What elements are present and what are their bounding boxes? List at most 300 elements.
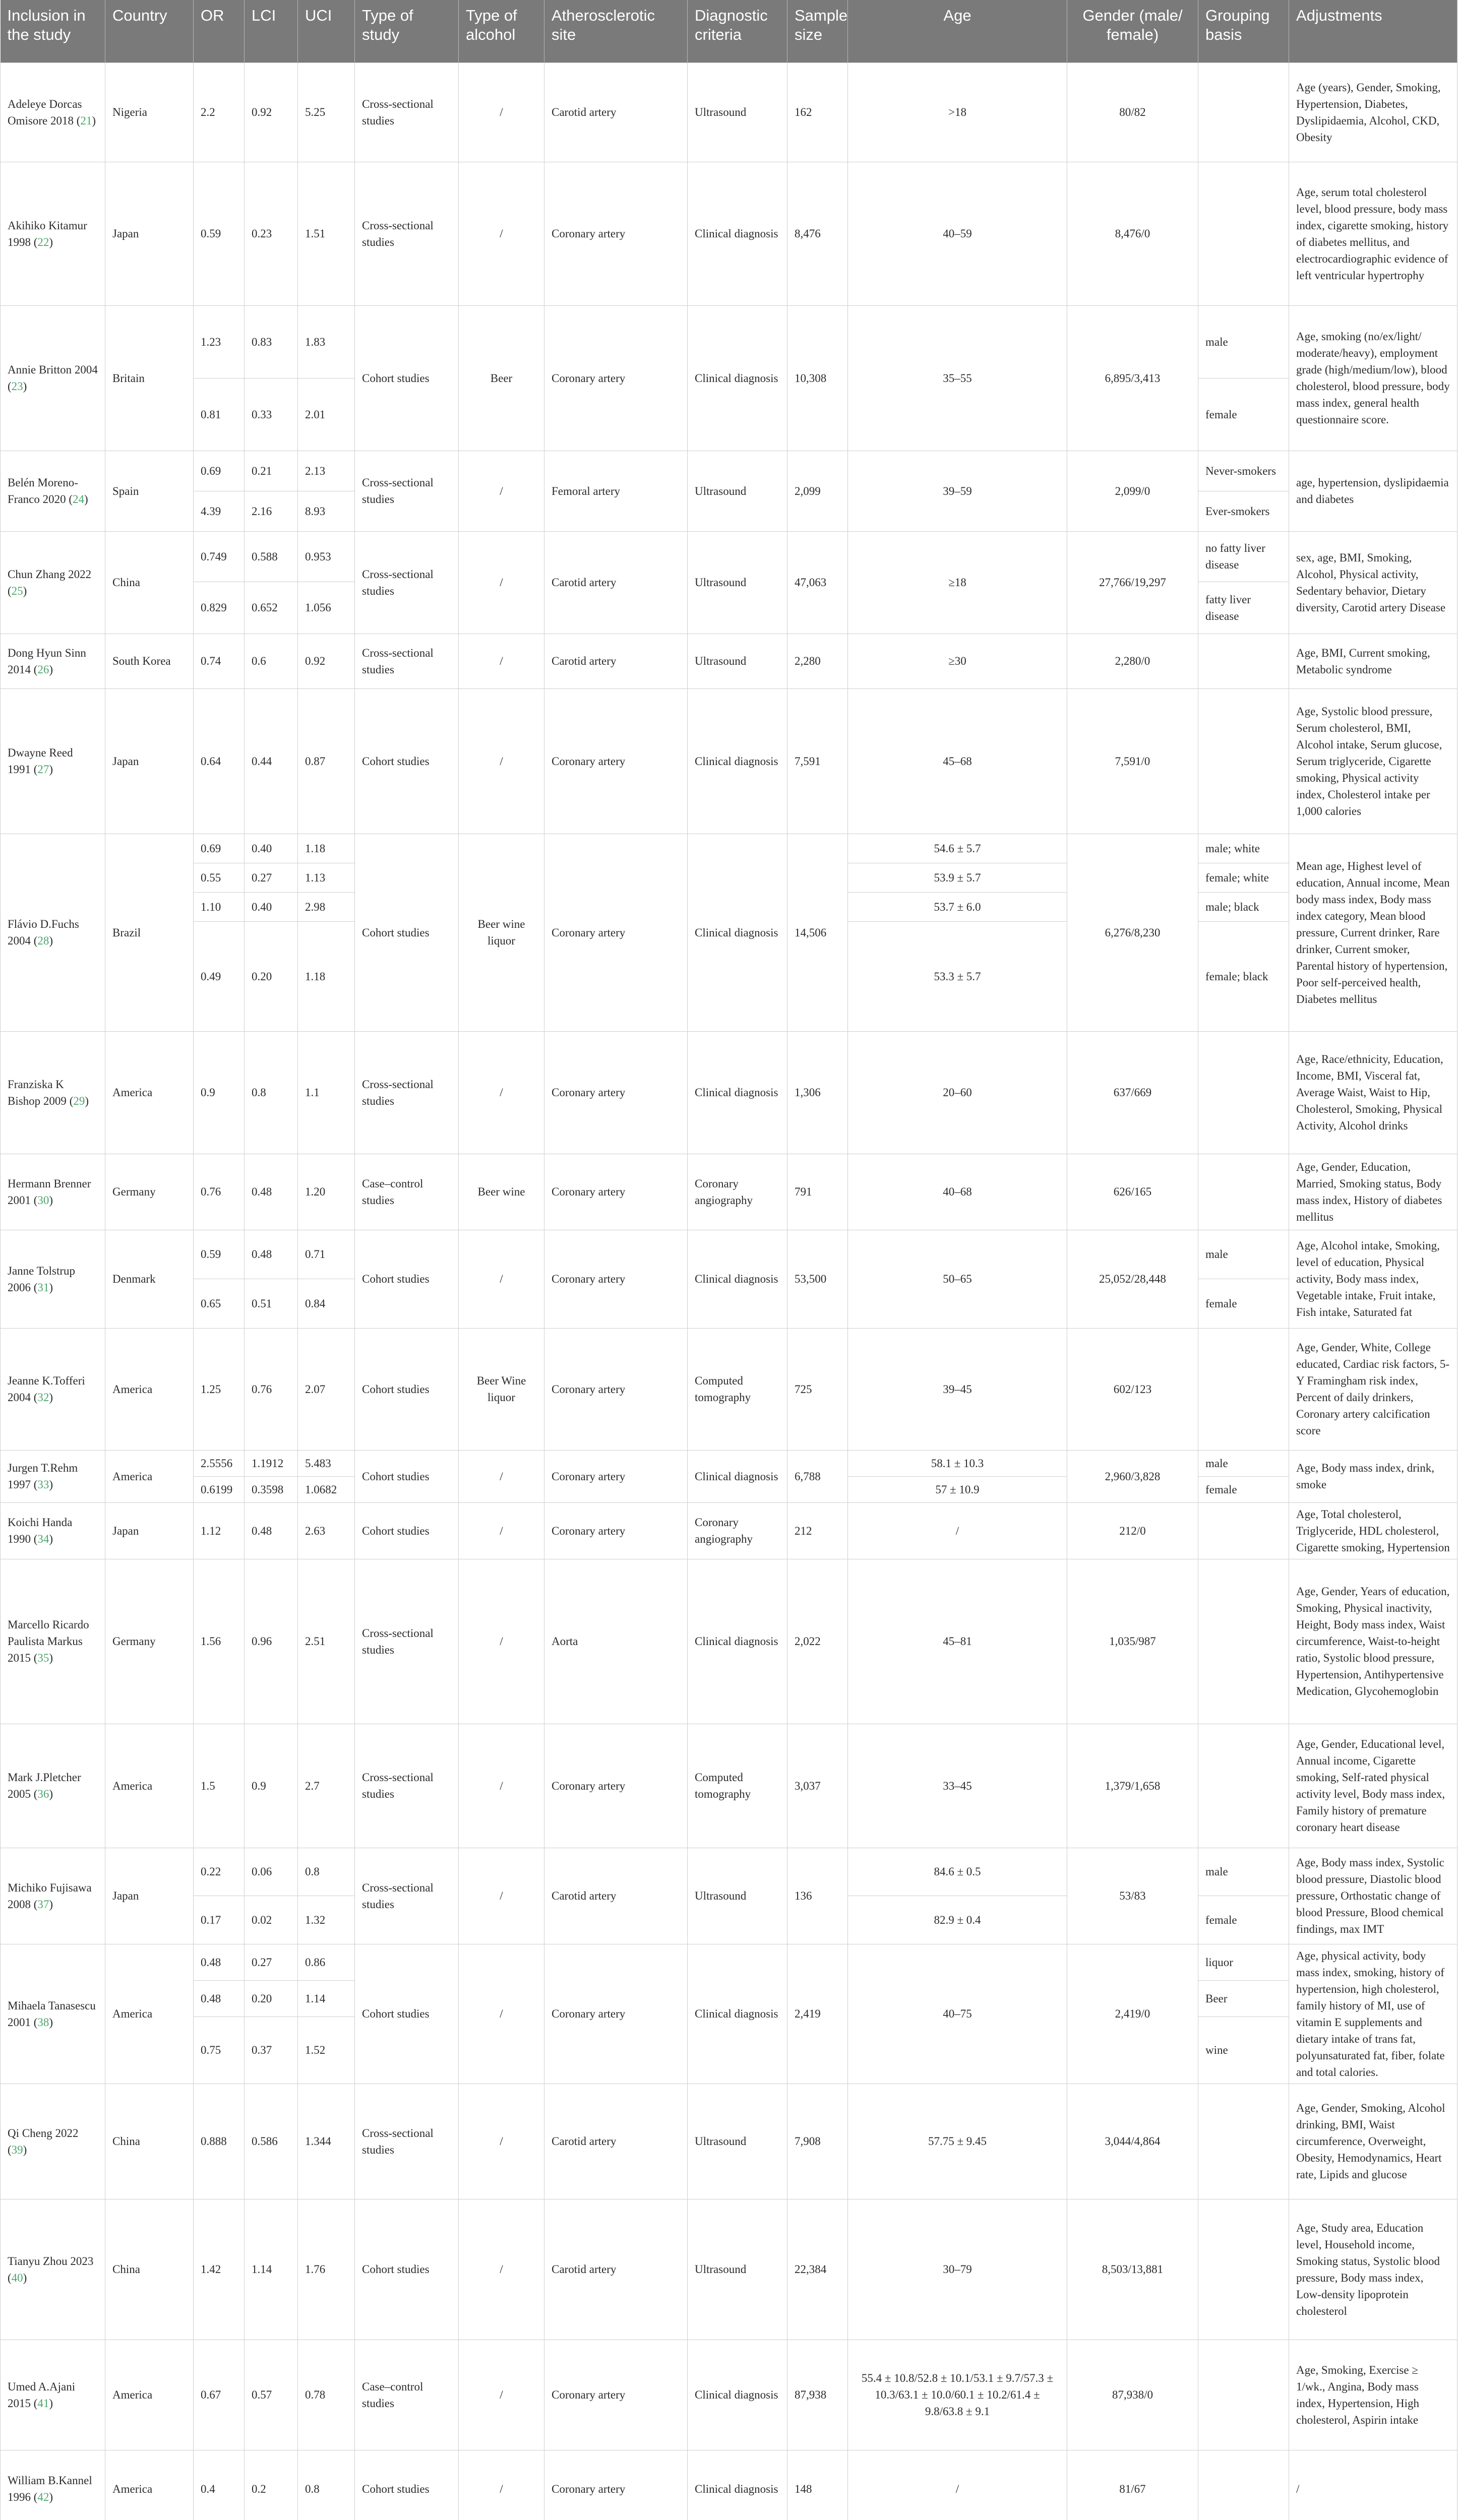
reference-link[interactable]: 36 [37,1788,49,1800]
adjustments-cell: age, hypertension, dyslipidaemia and diabetes [1289,451,1457,531]
diagnostic-cell: Ultrasound [688,62,787,162]
age-cell: 58.1 ± 10.3 [848,1450,1067,1476]
sample-cell: 14,506 [787,834,848,1031]
study-cell: Mihaela Tanasescu 2001 (38) [1,1944,105,2084]
adjustments-cell: Age, Study area, Education level, Household income, Smoking status, Systolic blood pressure, Body mass index, Low-density lipoprotein cholesterol [1289,2199,1457,2340]
lci-cell: 0.48 [245,1154,298,1230]
study-cell: Dong Hyun Sinn 2014 (26) [1,634,105,688]
reference-link[interactable]: 25 [11,584,23,597]
reference-link[interactable]: 28 [37,934,49,947]
alcohol-cell: / [459,451,544,531]
diagnostic-cell: Ultrasound [688,1848,787,1944]
age-cell: 33–45 [848,1724,1067,1848]
reference-link[interactable]: 21 [80,114,92,127]
grouping-cell: no fatty liver disease [1198,531,1289,582]
site-cell: Carotid artery [544,531,688,634]
sample-cell: 87,938 [787,2340,848,2450]
age-cell: 40–75 [848,1944,1067,2084]
age-cell: >18 [848,62,1067,162]
lci-cell: 0.83 [245,305,298,378]
sample-cell: 3,037 [787,1724,848,1848]
grouping-cell [1198,1559,1289,1724]
study-cell: Belén Moreno-Franco 2020 (24) [1,451,105,531]
uci-cell: 1.1 [298,1031,355,1154]
diagnostic-cell: Ultrasound [688,634,787,688]
grouping-cell [1198,162,1289,305]
or-cell: 0.75 [194,2017,245,2084]
uci-cell: 1.344 [298,2084,355,2199]
type-cell: Cohort studies [355,1450,459,1502]
lci-cell: 0.9 [245,1724,298,1848]
uci-cell: 2.13 [298,451,355,491]
age-cell: 53.9 ± 5.7 [848,863,1067,892]
age-cell: 20–60 [848,1031,1067,1154]
age-cell: 50–65 [848,1230,1067,1328]
lci-cell: 0.3598 [245,1476,298,1502]
diagnostic-cell: Clinical diagnosis [688,2450,787,2520]
diagnostic-cell: Computed tomography [688,1328,787,1450]
table-row [1,2340,1457,2450]
gender-cell: 81/67 [1067,2450,1198,2520]
or-cell: 4.39 [194,491,245,531]
age-cell: 82.9 ± 0.4 [848,1896,1067,1944]
sample-cell: 53,500 [787,1230,848,1328]
gender-cell: 87,938/0 [1067,2340,1198,2450]
header-cell: UCI [298,0,355,62]
grouping-cell: female; white [1198,863,1289,892]
uci-cell: 2.01 [298,378,355,451]
site-cell: Coronary artery [544,688,688,834]
type-cell: Cross-sectional studies [355,162,459,305]
study-cell: William B.Kannel 1996 (42) [1,2450,105,2520]
lci-cell: 0.21 [245,451,298,491]
gender-cell: 2,280/0 [1067,634,1198,688]
or-cell: 0.69 [194,451,245,491]
grouping-cell [1198,1502,1289,1559]
table-row [1,1559,1457,1724]
uci-cell: 1.20 [298,1154,355,1230]
study-name: Akihiko Kitamur 1998 [8,219,87,248]
lci-cell: 0.48 [245,1230,298,1279]
or-cell: 0.76 [194,1154,245,1230]
grouping-cell: female; black [1198,921,1289,1031]
site-cell: Coronary artery [544,1328,688,1450]
header-cell: Type of study [355,0,459,62]
sample-cell: 725 [787,1328,848,1450]
diagnostic-cell: Ultrasound [688,451,787,531]
uci-cell: 0.8 [298,2450,355,2520]
alcohol-cell: / [459,634,544,688]
type-cell: Cohort studies [355,305,459,451]
age-cell: 40–59 [848,162,1067,305]
grouping-cell [1198,1031,1289,1154]
adjustments-cell: Mean age, Highest level of education, Annual income, Mean body mass index, Body mass index category, Mean blood pressure, Current drinker, Rare drinker, Current smoker, Parental history of hypertension, Poor self-perceived health, Diabetes mellitus [1289,834,1457,1031]
gender-cell: 637/669 [1067,1031,1198,1154]
reference-link[interactable]: 41 [37,2397,49,2410]
sample-cell: 22,384 [787,2199,848,2340]
gender-cell: 2,419/0 [1067,1944,1198,2084]
gender-cell: 3,044/4,864 [1067,2084,1198,2199]
study-name: Dwayne Reed 1991 [8,746,73,776]
study-cell: Akihiko Kitamur 1998 (22) [1,162,105,305]
table-row [1,531,1457,582]
age-cell: 53.7 ± 6.0 [848,892,1067,921]
age-cell: 54.6 ± 5.7 [848,834,1067,863]
uci-cell: 2.98 [298,892,355,921]
study-name: Franziska K Bishop 2009 [8,1078,67,1107]
adjustments-cell: Age, Systolic blood pressure, Serum cholesterol, BMI, Alcohol intake, Serum glucose, Serum triglyceride, Cigarette smoking, Physical activity index, Cholesterol intake per 1,000 calories [1289,688,1457,834]
adjustments-cell: Age, Total cholesterol, Triglyceride, HDL cholesterol, Cigarette smoking, Hypertension [1289,1502,1457,1559]
uci-cell: 1.32 [298,1896,355,1944]
diagnostic-cell: Clinical diagnosis [688,688,787,834]
lci-cell: 0.02 [245,1896,298,1944]
lci-cell: 0.586 [245,2084,298,2199]
or-cell: 1.23 [194,305,245,378]
alcohol-cell: / [459,162,544,305]
or-cell: 1.5 [194,1724,245,1848]
site-cell: Coronary artery [544,1450,688,1502]
reference-link[interactable]: 40 [11,2271,23,2284]
sample-cell: 7,591 [787,688,848,834]
gender-cell: 2,099/0 [1067,451,1198,531]
header-cell: LCI [245,0,298,62]
lci-cell: 1.14 [245,2199,298,2340]
country-cell: Japan [105,1502,194,1559]
sample-cell: 2,280 [787,634,848,688]
lci-cell: 0.92 [245,62,298,162]
or-cell: 2.2 [194,62,245,162]
diagnostic-cell: Clinical diagnosis [688,1559,787,1724]
gender-cell: 8,476/0 [1067,162,1198,305]
site-cell: Coronary artery [544,305,688,451]
grouping-cell: male; white [1198,834,1289,863]
uci-cell: 5.483 [298,1450,355,1476]
sample-cell: 212 [787,1502,848,1559]
site-cell: Carotid artery [544,62,688,162]
or-cell: 2.5556 [194,1450,245,1476]
adjustments-cell: Age, Alcohol intake, Smoking, level of education, Physical activity, Body mass index, Vegetable intake, Fruit intake, Fish intake, Saturated fat [1289,1230,1457,1328]
header-cell: Type of alcohol [459,0,544,62]
site-cell: Carotid artery [544,1848,688,1944]
gender-cell: 1,035/987 [1067,1559,1198,1724]
study-cell: Michiko Fujisawa 2008 (37) [1,1848,105,1944]
study-name: Adeleye Dorcas Omisore 2018 [8,97,82,127]
or-cell: 1.42 [194,2199,245,2340]
gender-cell: 212/0 [1067,1502,1198,1559]
diagnostic-cell: Clinical diagnosis [688,834,787,1031]
table-row [1,62,1457,162]
table-row [1,1154,1457,1230]
grouping-cell [1198,62,1289,162]
uci-cell: 1.056 [298,582,355,634]
gender-cell: 25,052/28,448 [1067,1230,1198,1328]
grouping-cell: liquor [1198,1944,1289,1980]
grouping-cell [1198,1328,1289,1450]
reference-link[interactable]: 26 [37,663,49,676]
table-row [1,162,1457,305]
age-cell: / [848,2450,1067,2520]
reference-link[interactable]: 27 [37,763,49,776]
uci-cell: 1.83 [298,305,355,378]
reference-link[interactable]: 22 [37,235,49,248]
reference-link[interactable]: 37 [37,1898,49,1911]
study-cell: Adeleye Dorcas Omisore 2018 (21) [1,62,105,162]
uci-cell: 5.25 [298,62,355,162]
gender-cell: 80/82 [1067,62,1198,162]
uci-cell: 2.63 [298,1502,355,1559]
study-cell: Franziska K Bishop 2009 (29) [1,1031,105,1154]
sample-cell: 2,022 [787,1559,848,1724]
adjustments-cell: Age, Race/ethnicity, Education, Income, BMI, Visceral fat, Average Waist, Waist to Hip, Cholesterol, Smoking, Physical Activity, Alcohol drinks [1289,1031,1457,1154]
header-cell: Grouping basis [1198,0,1289,62]
type-cell: Case–control studies [355,1154,459,1230]
type-cell: Cohort studies [355,2450,459,2520]
uci-cell: 0.92 [298,634,355,688]
reference-link[interactable]: 39 [11,2143,23,2156]
age-cell: 39–59 [848,451,1067,531]
study-cell: Jurgen T.Rehm 1997 (33) [1,1450,105,1502]
study-name: Mark J.Pletcher 2005 [8,1771,81,1800]
type-cell: Cohort studies [355,1230,459,1328]
or-cell: 0.49 [194,921,245,1031]
or-cell: 0.17 [194,1896,245,1944]
country-cell: Spain [105,451,194,531]
country-cell: America [105,2340,194,2450]
study-cell: Tianyu Zhou 2023 (40) [1,2199,105,2340]
lci-cell: 0.37 [245,2017,298,2084]
gender-cell: 53/83 [1067,1848,1198,1944]
sample-cell: 2,419 [787,1944,848,2084]
or-cell: 1.10 [194,892,245,921]
type-cell: Case–control studies [355,2340,459,2450]
type-cell: Cohort studies [355,2199,459,2340]
lci-cell: 0.40 [245,834,298,863]
study-cell: Dwayne Reed 1991 (27) [1,688,105,834]
site-cell: Coronary artery [544,1502,688,1559]
alcohol-cell: / [459,1450,544,1502]
lci-cell: 0.57 [245,2340,298,2450]
alcohol-cell: / [459,1031,544,1154]
or-cell: 0.48 [194,1980,245,2017]
alcohol-cell: / [459,1559,544,1724]
grouping-cell: fatty liver disease [1198,582,1289,634]
diagnostic-cell: Clinical diagnosis [688,305,787,451]
age-cell: 57 ± 10.9 [848,1476,1067,1502]
study-cell: Chun Zhang 2022 (25) [1,531,105,634]
reference-link[interactable]: 24 [73,493,85,506]
gender-cell: 1,379/1,658 [1067,1724,1198,1848]
uci-cell: 2.07 [298,1328,355,1450]
uci-cell: 1.18 [298,834,355,863]
or-cell: 0.74 [194,634,245,688]
study-name: Janne Tolstrup 2006 [8,1264,76,1294]
or-cell: 0.69 [194,834,245,863]
study-name: William B.Kannel 1996 [8,2474,92,2503]
study-name: Hermann Brenner 2001 [8,1177,91,1207]
type-cell: Cross-sectional studies [355,531,459,634]
table-row [1,1848,1457,1896]
grouping-cell: male; black [1198,892,1289,921]
alcohol-cell: Beer wine liquor [459,834,544,1031]
diagnostic-cell: Clinical diagnosis [688,1450,787,1502]
lci-cell: 0.44 [245,688,298,834]
sample-cell: 1,306 [787,1031,848,1154]
study-name: Mihaela Tanasescu 2001 [8,1999,96,2029]
adjustments-cell: Age, Gender, Years of education, Smoking, Physical inactivity, Height, Body mass index, Waist circumference, Waist-to-height ratio, Systolic blood pressure, Hypertension, Antihypertensive Medication, Glycohemoglobin [1289,1559,1457,1724]
age-cell: ≥30 [848,634,1067,688]
study-cell: Umed A.Ajani 2015 (41) [1,2340,105,2450]
lci-cell: 0.48 [245,1502,298,1559]
header-cell: Age [848,0,1067,62]
gender-cell: 602/123 [1067,1328,1198,1450]
reference-link[interactable]: 34 [37,1533,49,1545]
age-cell: 30–79 [848,2199,1067,2340]
or-cell: 0.64 [194,688,245,834]
or-cell: 0.4 [194,2450,245,2520]
grouping-cell: male [1198,1230,1289,1279]
gender-cell: 27,766/19,297 [1067,531,1198,634]
uci-cell: 1.14 [298,1980,355,2017]
study-name: Michiko Fujisawa 2008 [8,1881,92,1911]
table-row [1,834,1457,863]
uci-cell: 1.13 [298,863,355,892]
alcohol-cell: / [459,1230,544,1328]
uci-cell: 8.93 [298,491,355,531]
or-cell: 1.56 [194,1559,245,1724]
lci-cell: 0.23 [245,162,298,305]
diagnostic-cell: Coronary angiography [688,1502,787,1559]
site-cell: Aorta [544,1559,688,1724]
diagnostic-cell: Clinical diagnosis [688,2340,787,2450]
uci-cell: 1.52 [298,2017,355,2084]
table-row [1,1230,1457,1279]
sample-cell: 47,063 [787,531,848,634]
country-cell: America [105,1450,194,1502]
site-cell: Coronary artery [544,2450,688,2520]
country-cell: Britain [105,305,194,451]
type-cell: Cohort studies [355,1944,459,2084]
country-cell: Japan [105,688,194,834]
sample-cell: 162 [787,62,848,162]
grouping-cell: female [1198,1476,1289,1502]
country-cell: South Korea [105,634,194,688]
age-cell: 45–68 [848,688,1067,834]
header-cell: OR [194,0,245,62]
type-cell: Cross-sectional studies [355,451,459,531]
lci-cell: 1.1912 [245,1450,298,1476]
study-name: Koichi Handa 1990 [8,1516,73,1545]
table-row [1,634,1457,688]
table-row [1,2450,1457,2520]
header-cell: Diagnostic criteria [688,0,787,62]
table-row [1,2199,1457,2340]
study-cell: Marcello Ricardo Paulista Markus 2015 (35) [1,1559,105,1724]
age-cell: 39–45 [848,1328,1067,1450]
diagnostic-cell: Clinical diagnosis [688,162,787,305]
reference-link[interactable]: 33 [37,1478,49,1491]
alcohol-cell: / [459,62,544,162]
or-cell: 0.59 [194,1230,245,1279]
country-cell: China [105,2084,194,2199]
uci-cell: 0.953 [298,531,355,582]
study-name: Flávio D.Fuchs 2004 [8,918,79,947]
grouping-cell [1198,2450,1289,2520]
diagnostic-cell: Coronary angiography [688,1154,787,1230]
or-cell: 0.9 [194,1031,245,1154]
adjustments-cell: Age, Gender, Education, Married, Smoking status, Body mass index, History of diabetes mellitus [1289,1154,1457,1230]
reference-link[interactable]: 30 [37,1193,49,1207]
or-cell: 1.25 [194,1328,245,1450]
site-cell: Carotid artery [544,2199,688,2340]
adjustments-cell: sex, age, BMI, Smoking, Alcohol, Physical activity, Sedentary behavior, Dietary diversity, Carotid artery Disease [1289,531,1457,634]
study-cell: Qi Cheng 2022 (39) [1,2084,105,2199]
site-cell: Femoral artery [544,451,688,531]
study-name: Jeanne K.Tofferi 2004 [8,1374,85,1404]
reference-link[interactable]: 35 [37,1652,49,1664]
or-cell: 0.59 [194,162,245,305]
adjustments-cell: Age, Gender, White, College educated, Cardiac risk factors, 5-Y Framingham risk index, Percent of daily drinkers, Coronary artery calcification score [1289,1328,1457,1450]
gender-cell: 8,503/13,881 [1067,2199,1198,2340]
study-cell: Jeanne K.Tofferi 2004 (32) [1,1328,105,1450]
reference-link[interactable]: 42 [37,2491,49,2503]
site-cell: Coronary artery [544,2340,688,2450]
table-row [1,451,1457,491]
or-cell: 0.81 [194,378,245,451]
table-row [1,1450,1457,1476]
adjustments-cell: Age, serum total cholesterol level, blood pressure, body mass index, cigarette smoking, history of diabetes mellitus, and electrocardiographic evidence of left ventricular hypertrophy [1289,162,1457,305]
sample-cell: 136 [787,1848,848,1944]
study-cell: Hermann Brenner 2001 (30) [1,1154,105,1230]
reference-link[interactable]: 23 [11,380,23,393]
gender-cell: 6,276/8,230 [1067,834,1198,1031]
uci-cell: 0.87 [298,688,355,834]
table-row [1,1031,1457,1154]
diagnostic-cell: Ultrasound [688,2084,787,2199]
lci-cell: 0.76 [245,1328,298,1450]
age-cell: 84.6 ± 0.5 [848,1848,1067,1896]
uci-cell: 0.8 [298,1848,355,1896]
gender-cell: 7,591/0 [1067,688,1198,834]
grouping-cell [1198,634,1289,688]
header-cell: Sample size [787,0,848,62]
country-cell: Denmark [105,1230,194,1328]
type-cell: Cross-sectional studies [355,1848,459,1944]
lci-cell: 0.8 [245,1031,298,1154]
site-cell: Coronary artery [544,1154,688,1230]
reference-link[interactable]: 32 [37,1391,49,1404]
reference-link[interactable]: 29 [73,1094,85,1107]
lci-cell: 0.27 [245,1944,298,1980]
lci-cell: 0.06 [245,1848,298,1896]
header-cell: Gender (male/ female) [1067,0,1198,62]
country-cell: America [105,1724,194,1848]
grouping-cell: Ever-smokers [1198,491,1289,531]
header-cell: Atherosclerotic site [544,0,688,62]
sample-cell: 10,308 [787,305,848,451]
reference-link[interactable]: 38 [37,2015,49,2029]
alcohol-cell: / [459,688,544,834]
sample-cell: 2,099 [787,451,848,531]
study-name: Chun Zhang 2022 [8,568,92,581]
lci-cell: 0.588 [245,531,298,582]
country-cell: China [105,531,194,634]
reference-link[interactable]: 31 [37,1281,49,1294]
grouping-cell: Beer [1198,1980,1289,2017]
age-cell: 40–68 [848,1154,1067,1230]
or-cell: 0.48 [194,1944,245,1980]
table-body [1,62,1457,2520]
or-cell: 1.12 [194,1502,245,1559]
